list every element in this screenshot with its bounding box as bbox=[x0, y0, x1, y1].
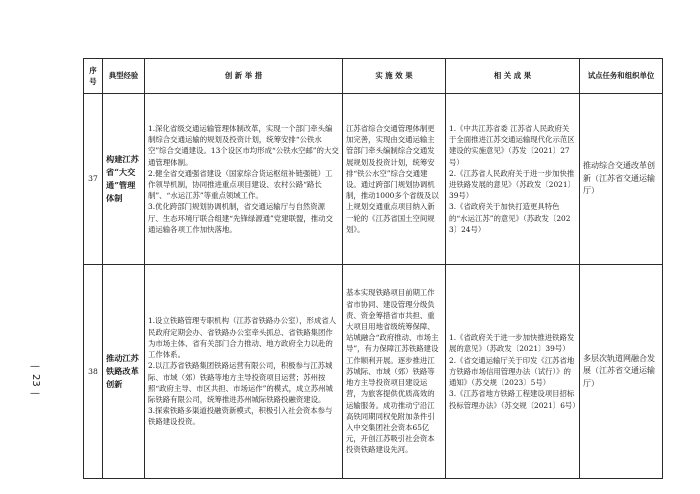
row-effects: 基本实现铁路项目前期工作省市协同、建设管理分级负责、资金筹措省市共担、重大项目用地省级统筹保障、站城融合“政府推动、市场主导”，有力保障江苏铁路建设工作顺利开展。逐步推进江苏城际、市域（郊）铁路等地方主导投资项目建设运营，为旅客提供优质高效的运输服务。成功推动宁沿江高铁同期同权免附加条件引入中交集团社会资本65亿元，开创江苏吸引社会资本投资铁路建设先河。 bbox=[343, 265, 446, 479]
measure-item: 2.健全省交通强省建设（国家综合货运枢纽补链强链）工作领导机制，协同推进重点项目建设、农村公路“路长制”、“水运江苏”等重点领域工作。 bbox=[148, 168, 333, 201]
row-unit: 多层次轨道网融合发展（江苏省交通运输厅） bbox=[580, 265, 663, 479]
measure-item: 1.深化省级交通运输管理体制改革，实现一个部门牵头编制综合交通运输的规划及投资计划，统筹安排“公铁水空”综合交通建设。13个设区市均形成“公铁水空邮”的大交通管理体制。 bbox=[148, 123, 339, 167]
result-item: 1.《省政府关于进一步加快推进铁路发展的意见》（苏政发〔2021〕39号） bbox=[449, 333, 575, 354]
header-measures: 创 新 举 措 bbox=[145, 59, 343, 94]
row-seq: 37 bbox=[84, 94, 103, 265]
row-results bbox=[446, 94, 580, 265]
page-number bbox=[28, 360, 42, 420]
page-number-value: 23 bbox=[30, 374, 41, 387]
page-number-dash-bottom: — bbox=[30, 387, 40, 399]
row-results bbox=[446, 265, 580, 479]
result-item: 3.《省政府关于加快打造更具特色的“水运江苏”的意见》（苏政发〔2023〕24号） bbox=[449, 202, 571, 234]
result-item: 2.《省交通运输厅关于印发《江苏省地方铁路市场信用管理办法（试行）》的通知》（苏交规〔2023〕5号） bbox=[449, 355, 575, 388]
experience-table bbox=[83, 58, 663, 479]
table-row bbox=[84, 265, 663, 479]
row-experience: 构建江苏省“大交通”管理体制 bbox=[103, 94, 145, 265]
measure-item: 1.设立铁路管理专职机构（江苏省铁路办公室），形成省人民政府定期会办、省铁路办公室牵头抓总、省铁路集团作为市场主体、省有关部门合力推动、地方政府全力以赴的工作体系。 bbox=[148, 316, 337, 360]
page-number-dash-top: — bbox=[30, 361, 40, 372]
row-experience: 推动江苏铁路改革创新 bbox=[103, 265, 145, 479]
table-row bbox=[84, 94, 663, 265]
table-header-row bbox=[84, 59, 663, 94]
measure-item: 2.以江苏省铁路集团铁路运营有限公司，积极参与江苏城际、市域（郊）铁路等地方主导投资项目运营；苏州按照“政府主导、市区共担、市场运作”的模式，成立苏州城际铁路有限公司，统筹推进苏州城际铁路投融资建设。 bbox=[148, 361, 333, 404]
header-results: 相 关 成 果 bbox=[446, 59, 580, 94]
result-item: 1.《中共江苏省委 江苏省人民政府关于全面推进江苏交通运输现代化示范区建设的实施意见》（苏发〔2021〕27号） bbox=[449, 123, 575, 167]
row-seq: 38 bbox=[84, 265, 103, 479]
header-effects: 实 施 效 果 bbox=[343, 59, 446, 94]
measure-item: 3.优化跨部门规划协调机制，省交通运输厅与自然资源厅、生态环境厅联合组建“先锋绿源通”党建联盟，推动交通运输各项工作加快落地。 bbox=[148, 202, 333, 234]
row-unit: 推动综合交通改革创新（江苏省交通运输厅） bbox=[580, 94, 663, 265]
measure-item: 3.探索铁路多渠道投融资新模式，积极引入社会资本参与铁路建设投资。 bbox=[148, 406, 333, 427]
result-item: 2.《江苏省人民政府关于进一步加快推进铁路发展的意见》（苏政发〔2021〕39号） bbox=[449, 168, 575, 201]
header-seq: 序号 bbox=[84, 59, 103, 94]
row-measures bbox=[145, 265, 343, 479]
result-item: 3.《江苏省地方铁路工程建设项目招标投标管理办法》（苏交规〔2021〕6号） bbox=[449, 389, 580, 410]
header-experience: 典型经验 bbox=[103, 59, 145, 94]
row-measures bbox=[145, 94, 343, 265]
header-unit: 试点任务和组织单位 bbox=[580, 59, 663, 94]
row-effects: 江苏省综合交通管理体制更加完善，实现由交通运输主管部门牵头编制综合交通发展规划及投资计划，统筹安排“铁公水空”综合交通建设。通过跨部门规划协调机制，推动1000多个省级及以上规划交通重点项目纳入新一轮的《江苏省国土空间规划》。 bbox=[343, 94, 446, 265]
